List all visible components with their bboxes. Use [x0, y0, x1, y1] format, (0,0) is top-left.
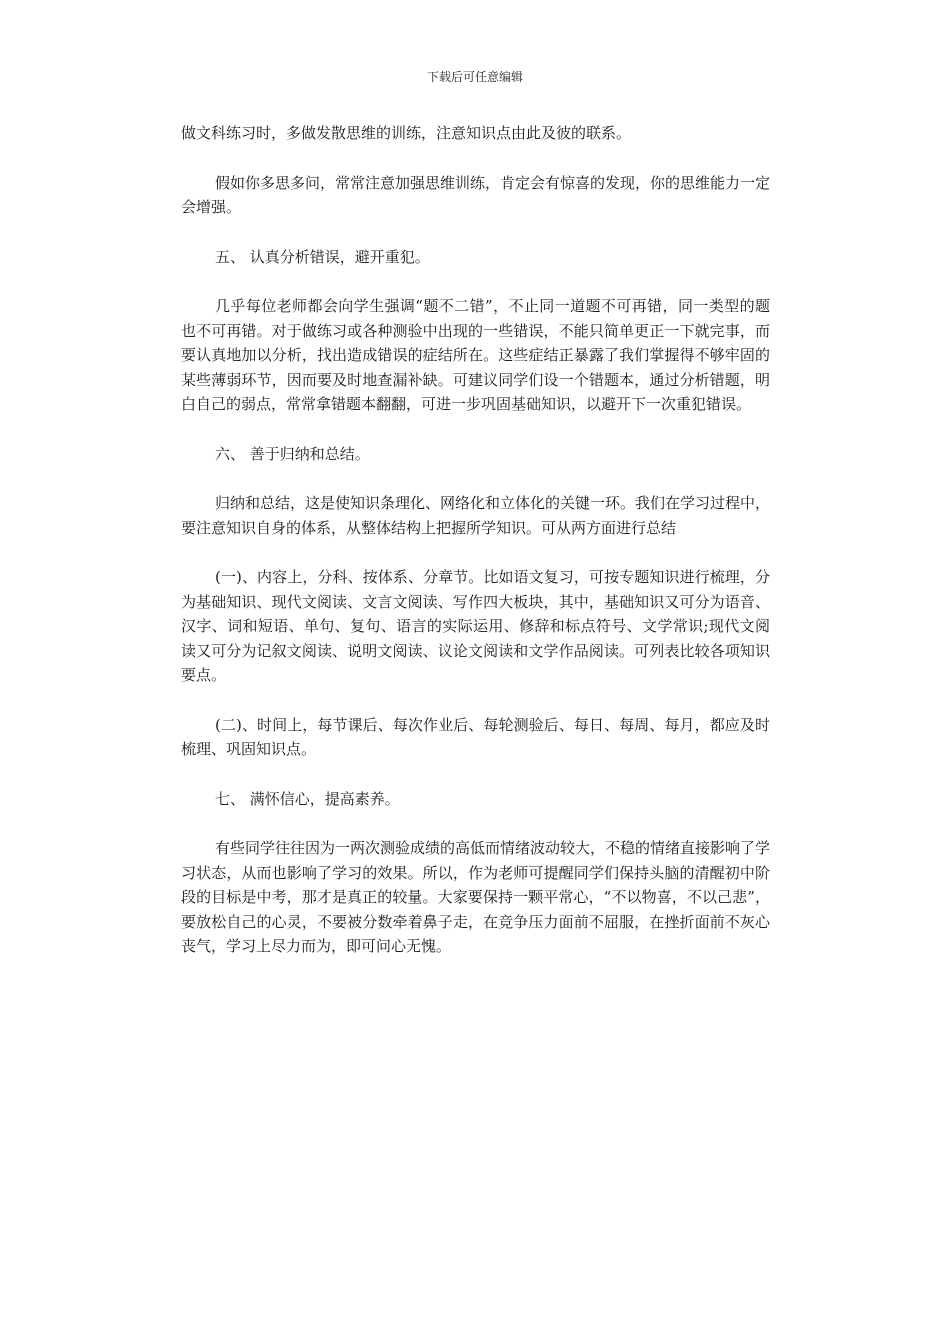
document-body: [181, 121, 770, 984]
paragraph: 归纳和总结，这是使知识条理化、网络化和立体化的关键一环。我们在学习过程中，要注意知识自身的体系，从整体结构上把握所学知识。可从两方面进行总结: [181, 494, 771, 537]
page-header: 下载后可任意编辑: [426, 70, 523, 84]
section-heading-6: 六、 善于归纳和总结。: [215, 444, 370, 463]
paragraph: 几乎每位老师都会向学生强调“题不二错”，不止同一道题不可再错，同一类型的题也不可再错。对于做练习或各种测验中出现的一些错误，不能只简单更正一下就完事，而要认真地加以分析，找出造成错误的症结所在。这些症结正暴露了我们掌握得不够牢固的某些薄弱环节，因而要及时地查漏补缺。可建议同学们设一个错题本，通过分析错题，明白自己的弱点，常常拿错题本翻翻，可进一步巩固基础知识，以避开下一次重犯错误。: [181, 297, 770, 413]
paragraph-continuation: 做文科练习时，多做发散思维的训练，注意知识点由此及彼的联系。: [181, 124, 632, 142]
paragraph: (二)、时间上，每节课后、每次作业后、每轮测验后、每日、每周、每月，都应及时梳理、巩固知识点。: [181, 715, 770, 758]
paragraph: (一)、内容上，分科、按体系、分章节。比如语文复习，可按专题知识进行梳理，分为基础知识、现代文阅读、文言文阅读、写作四大板块，其中，基础知识又可分为语音、汉字、词和短语、单句、复句、语言的实际运用、修辞和标点符号、文学常识;现代文阅读又可分为记叙文阅读、说明文阅读、议论文阅读和文学作品阅读。可列表比较各项知识要点。: [181, 568, 770, 684]
section-heading-5: 五、 认真分析错误，避开重犯。: [215, 247, 430, 266]
paragraph: 有些同学往往因为一两次测验成绩的高低而情绪波动较大，不稳的情绪直接影响了学习状态，从而也影响了学习的效果。所以，作为老师可提醒同学们保持头脑的清醒初中阶段的目标是中考，那才是真正的较量。大家要保持一颗平常心，“不以物喜，不以己悲”，要放松自己的心灵，不要被分数牵着鼻子走，在竞争压力面前不屈服，在挫折面前不灰心丧气，学习上尽力而为，即可问心无愧。: [181, 839, 771, 955]
paragraph: 假如你多思多问，常常注意加强思维训练，肯定会有惊喜的发现，你的思维能力一定会增强。: [181, 173, 771, 216]
section-heading-7: 七、 满怀信心，提高素养。: [215, 789, 400, 808]
